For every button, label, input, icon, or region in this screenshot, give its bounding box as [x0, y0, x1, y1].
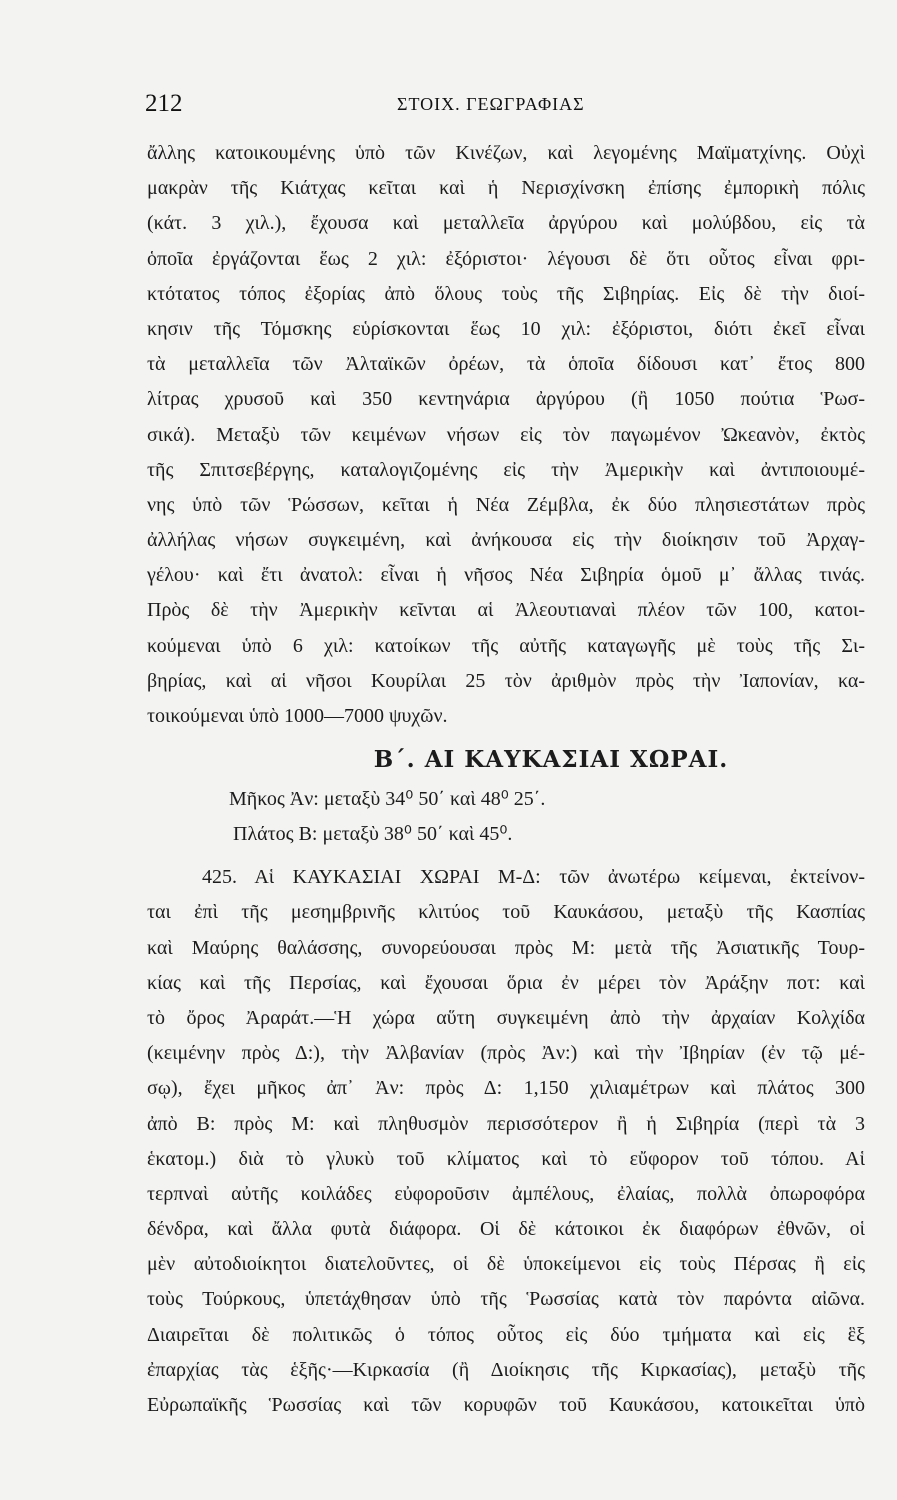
text-line: καὶ Μαύρης θαλάσσης, συνορεύουσαι πρὸς Μ: μετὰ τῆς Ἀσιατικῆς Τουρ- [147, 936, 865, 959]
text-line: (κάτ. 3 χιλ.), ἔχουσα καὶ μεταλλεῖα ἀργύρου καὶ μολύβδου, εἰς τὰ [147, 212, 865, 235]
running-head: ΣΤΟΙΧ. ΓΕΩΓΡΑΦΙΑΣ [397, 94, 585, 114]
text-line: τῆς Σπιτσεβέργης, καταλογιζομένης εἰς τὴν Ἀμερικὴν καὶ ἀντιποιουμέ- [147, 458, 865, 481]
text-line: κίας καὶ τῆς Περσίας, καὶ ἔχουσαι ὅρια ἐν μέρει τὸν Ἀράξην ποτ: καὶ [147, 971, 865, 994]
text-line: τὸ ὄρος Ἀραράτ.—Ἡ χώρα αὕτη συγκειμένη ἀπὸ τὴν ἀρχαίαν Κολχίδα [147, 1006, 865, 1029]
text-line: ἄλλης κατοικουμένης ὑπὸ τῶν Κινέζων, καὶ λεγομένης Μαϊματχίνης. Οὐχὶ [147, 142, 865, 164]
text-line: ἀπὸ Β: πρὸς Μ: καὶ πληθυσμὸν περισσότερον ἢ ἡ Σιβηρία (περὶ τὰ 3 [147, 1112, 865, 1135]
text-line: τοὺς Τούρκους, ὑπετάχθησαν ὑπὸ τῆς Ῥωσσίας κατὰ τὸν παρόντα αἰῶνα. [147, 1288, 865, 1311]
text-line: γέλου· καὶ ἔτι ἀνατολ: εἶναι ἡ νῆσος Νέα Σιβηρία ὁμοῦ μ᾿ ἄλλας τινάς. [147, 564, 865, 587]
text-line: ἀλλήλας νήσων συγκειμένη, καὶ ἀνήκουσα εἰς τὴν διοίκησιν τοῦ Ἀρχαγ- [147, 529, 865, 552]
text-line: Διαιρεῖται δὲ πολιτικῶς ὁ τόπος οὗτος εἰς δύο τμήματα καὶ εἰς ἓξ [147, 1323, 865, 1346]
text-line: Πρὸς δὲ τὴν Ἀμερικὴν κεῖνται αἱ Ἀλεουτιαναὶ πλέον τῶν 100, κατοι- [147, 599, 865, 622]
paragraph-425 [147, 860, 865, 1423]
text-line: μακρὰν τῆς Κιάτχας κεῖται καὶ ἡ Νερισχίνσκη ἐπίσης ἐμπορικὴ πόλις [147, 177, 865, 200]
text-line: σῳ), ἔχει μῆκος ἀπ᾿ Ἀν: πρὸς Δ: 1,150 χιλιαμέτρων καὶ πλάτος 300 [147, 1077, 865, 1100]
text-line: νης ὑπὸ τῶν Ῥώσσων, κεῖται ἡ Νέα Ζέμβλα, ἐκ δύο πλησιεστάτων πρὸς [147, 493, 865, 516]
text-line: σικά). Μεταξὺ τῶν κειμένων νήσων εἰς τὸν παγωμένον Ὠκεανὸν, ἐκτὸς [147, 423, 865, 446]
text-line: τοικούμεναι ὑπὸ 1000—7000 ψυχῶν. [147, 705, 448, 727]
text-line: κούμεναι ὑπὸ 6 χιλ: κατοίκων τῆς αὐτῆς καταγωγῆς μὲ τοὺς τῆς Σι- [147, 634, 865, 657]
text-line: μὲν αὐτοδιοίκητοι διατελοῦντες, οἱ δὲ ὑποκείμενοι εἰς τοὺς Πέρσας ἢ εἰς [147, 1253, 865, 1276]
page-header [145, 90, 865, 126]
text-line: ται ἐπὶ τῆς μεσημβρινῆς κλιτύος τοῦ Καυκάσου, μεταξὺ τῆς Κασπίας [147, 901, 865, 924]
text-line: κησιν τῆς Τόμσκης εὑρίσκονται ἕως 10 χιλ: ἐξόριστοι, διότι ἐκεῖ εἶναι [147, 317, 865, 340]
length-line: Μῆκος Ἀν: μεταξὺ 34⁰ 50΄ καὶ 48⁰ 25΄. [229, 788, 546, 811]
text-line: ὁποῖα ἐργάζονται ἕως 2 χιλ: ἐξόριστοι· λέγουσι δὲ ὅτι οὗτος εἶναι φρι- [147, 247, 865, 270]
page-number: 212 [145, 90, 183, 117]
text-line: 425. Αἱ ΚΑΥΚΑΣΙΑΙ ΧΩΡΑΙ Μ-Δ: τῶν ἀνωτέρω κείμεναι, ἐκτείνον- [202, 866, 865, 889]
text-line: (κειμένην πρὸς Δ:), τὴν Ἀλβανίαν (πρὸς Ἀν:) καὶ τὴν Ἰβηρίαν (ἐν τῷ μέ- [147, 1042, 865, 1065]
text-line: τὰ μεταλλεῖα τῶν Ἀλταϊκῶν ὀρέων, τὰ ὁποῖα δίδουσι κατ᾿ ἔτος 800 [147, 353, 865, 376]
section-title: Β΄. ΑΙ ΚΑΥΚΑΣΙΑΙ ΧΩΡΑΙ. [373, 746, 729, 774]
page-body [147, 136, 865, 1423]
text-line: τερπναὶ αὐτῆς κοιλάδες εὐφοροῦσιν ἀμπέλους, ἐλαίας, πολλὰ ὀπωροφόρα [147, 1182, 865, 1205]
width-line: Πλάτος Β: μεταξὺ 38⁰ 50΄ καὶ 45⁰. [233, 823, 513, 846]
text-line: ἐπαρχίας τὰς ἑξῆς·—Κιρκασία (ἢ Διοίκησις τῆς Κιρκασίας), μεταξὺ τῆς [147, 1358, 865, 1381]
text-line: δένδρα, καὶ ἄλλα φυτὰ διάφορα. Οἱ δὲ κάτοικοι ἐκ διαφόρων ἐθνῶν, οἱ [147, 1218, 865, 1241]
section-caucasus [147, 738, 865, 852]
text-line: λίτρας χρυσοῦ καὶ 350 κεντηνάρια ἀργύρου (ἢ 1050 πούτια Ῥωσ- [147, 388, 865, 411]
paragraph-siberia-continued [147, 136, 865, 734]
text-line: κτότατος τόπος ἐξορίας ἀπὸ ὅλους τοὺς τῆς Σιβηρίας. Εἰς δὲ τὴν διοί- [147, 282, 865, 305]
text-line: βηρίας, καὶ αἱ νῆσοι Κουρίλαι 25 τὸν ἀριθμὸν πρὸς τὴν Ἰαπονίαν, κα- [147, 669, 865, 692]
text-line: Εὐρωπαϊκῆς Ῥωσσίας καὶ τῶν κορυφῶν τοῦ Καυκάσου, κατοικεῖται ὑπὸ [147, 1394, 865, 1416]
text-line: ἑκατομ.) διὰ τὸ γλυκὺ τοῦ κλίματος καὶ τὸ εὔφορον τοῦ τόπου. Αἱ [147, 1147, 865, 1170]
